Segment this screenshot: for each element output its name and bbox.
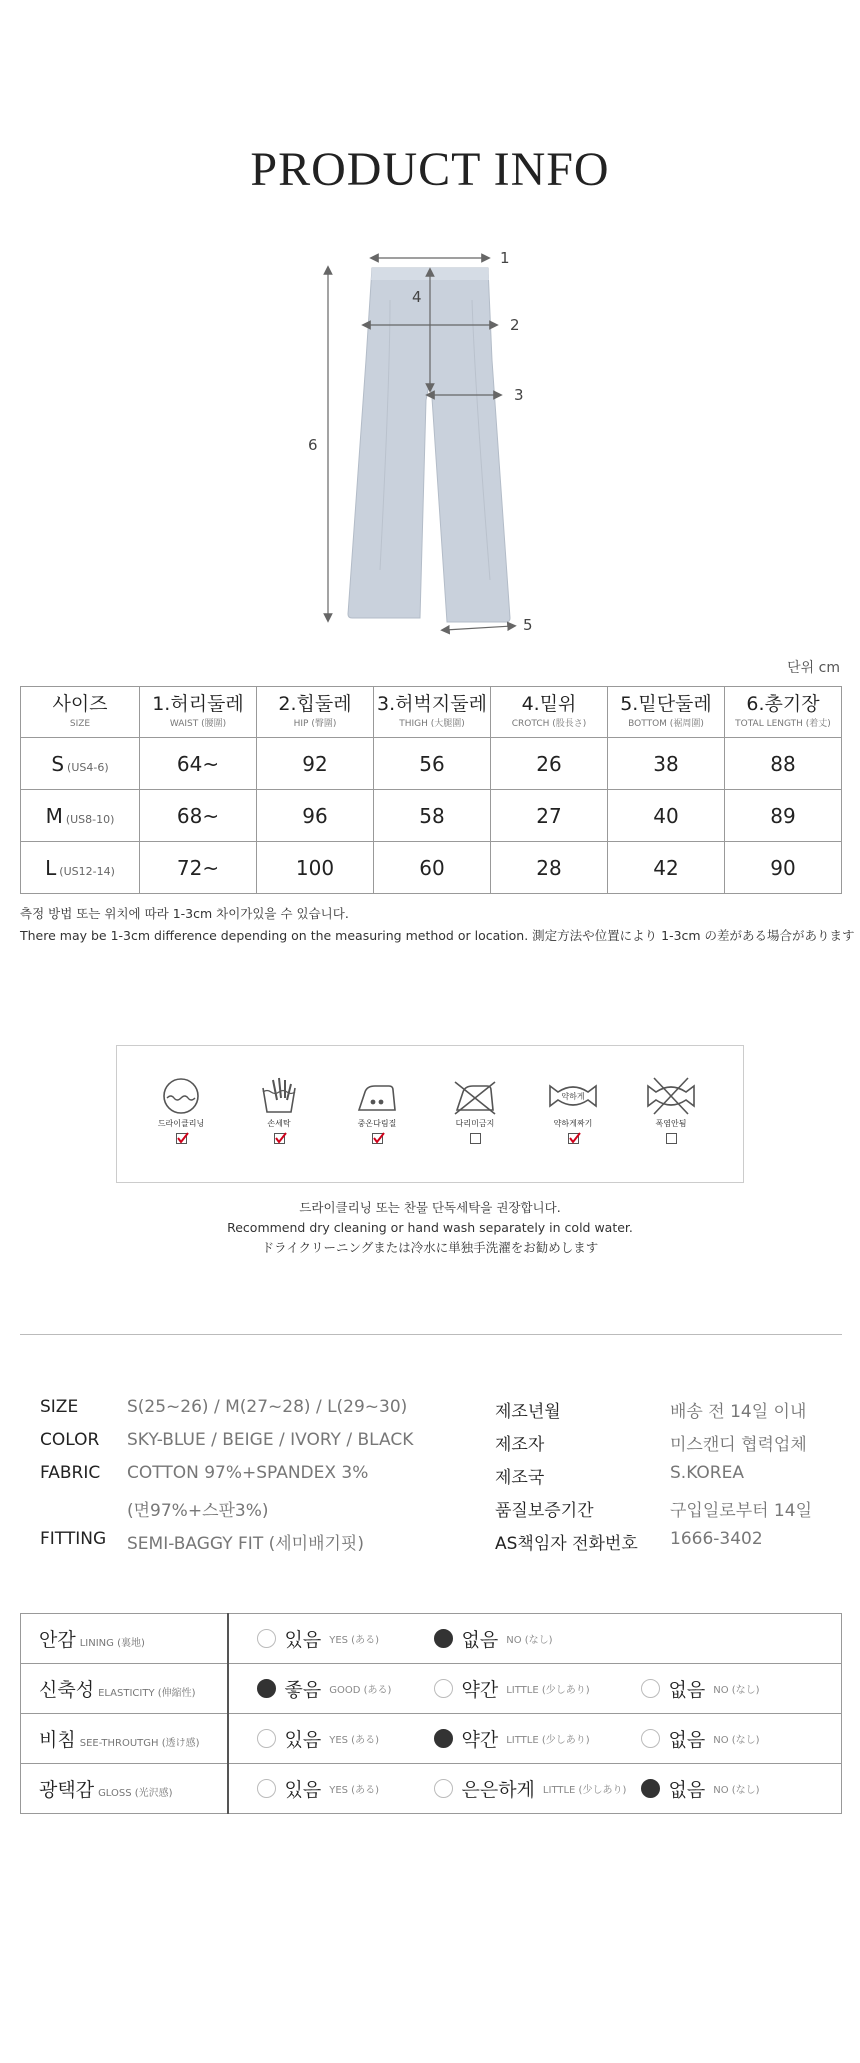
table-cell: 42 xyxy=(608,842,725,894)
section-divider xyxy=(20,1334,842,1335)
measure-label-3: 3 xyxy=(514,386,524,404)
table-cell: 58 xyxy=(374,790,491,842)
attribute-row-elasticity xyxy=(21,1664,842,1714)
fabric-attribute-table xyxy=(20,1613,842,1814)
table-cell: 96 xyxy=(257,790,374,842)
care-label: 중온다림질 xyxy=(357,1119,397,1128)
page-title: PRODUCT INFO xyxy=(250,143,610,196)
table-cell: 38 xyxy=(608,738,725,790)
option-good: 좋음 GOOD (ある) xyxy=(257,1664,392,1713)
table-cell: 92 xyxy=(257,738,374,790)
option-little: 약간 LITTLE (少しあり) xyxy=(434,1664,590,1713)
table-cell: 60 xyxy=(374,842,491,894)
option-yes: 있음 YES (ある) xyxy=(257,1764,379,1813)
spec-value-fabric-ko: (면97%+스판3%) xyxy=(127,1501,269,1521)
option-yes: 있음 YES (ある) xyxy=(257,1614,379,1663)
option-little: 약간 LITTLE (少しあり) xyxy=(434,1714,590,1763)
table-cell: 72~ xyxy=(140,842,257,894)
care-checkbox-checked xyxy=(568,1133,579,1144)
radio-indicator-selected xyxy=(257,1679,276,1698)
gentle-wring-icon xyxy=(546,1076,600,1116)
table-cell: 90 xyxy=(725,842,842,894)
spec-value-manufacture-date: 배송 전 14일 이내 xyxy=(670,1402,807,1422)
unit-label: 단위 cm xyxy=(787,660,840,676)
care-text-jp: ドライクリーニングまたは冷水に単独手洗濯をお勧めします xyxy=(261,1240,599,1255)
option-no: 없음 NO (なし) xyxy=(434,1614,553,1663)
option-no: 없음 NO (なし) xyxy=(641,1664,760,1713)
spec-label-warranty: 품질보증기간 xyxy=(495,1501,594,1521)
size-cell: M (US8-10) xyxy=(21,790,140,842)
header-size: 사이즈 SIZE xyxy=(21,687,140,738)
measure-label-6: 6 xyxy=(308,436,318,454)
header-total-length: 6.총기장 TOTAL LENGTH (着丈) xyxy=(725,687,842,738)
attribute-options xyxy=(228,1664,842,1714)
size-table-header xyxy=(21,687,842,738)
table-cell: 40 xyxy=(608,790,725,842)
attribute-label: 안감 LINING (裏地) xyxy=(21,1614,228,1664)
care-label: 드라이클리닝 xyxy=(157,1119,205,1128)
spec-label-as-phone: AS책임자 전화번호 xyxy=(495,1534,638,1554)
table-cell: 68~ xyxy=(140,790,257,842)
care-item-gentle-wring xyxy=(538,1076,608,1148)
radio-indicator xyxy=(641,1679,660,1698)
spec-value-size: S(25~26) / M(27~28) / L(29~30) xyxy=(127,1397,408,1417)
table-cell: 100 xyxy=(257,842,374,894)
pants-diagram xyxy=(280,240,580,640)
spec-value-manufacturer: 미스캔디 협력업체 xyxy=(670,1435,807,1455)
care-label: 약하게짜기 xyxy=(553,1119,593,1128)
care-instructions-box xyxy=(116,1045,744,1183)
measure-label-4: 4 xyxy=(412,288,422,306)
radio-indicator xyxy=(434,1679,453,1698)
table-cell: 27 xyxy=(491,790,608,842)
care-checkbox-checked xyxy=(372,1133,383,1144)
care-text-ko: 드라이클리닝 또는 찬물 단독세탁을 권장합니다. xyxy=(299,1200,561,1215)
table-cell: 89 xyxy=(725,790,842,842)
table-row xyxy=(21,738,842,790)
attribute-label: 비침 SEE-THROUTGH (透け感) xyxy=(21,1714,228,1764)
measure-label-2: 2 xyxy=(510,316,520,334)
radio-indicator xyxy=(434,1779,453,1798)
attribute-options xyxy=(228,1764,842,1814)
attribute-options xyxy=(228,1614,842,1664)
spec-label-fabric: FABRIC xyxy=(40,1463,101,1483)
no-wring-icon xyxy=(644,1076,698,1116)
radio-indicator-selected xyxy=(641,1779,660,1798)
table-cell: 26 xyxy=(491,738,608,790)
option-no: 없음 NO (なし) xyxy=(641,1714,760,1763)
spec-value-country: S.KOREA xyxy=(670,1463,744,1483)
attribute-label: 신축성 ELASTICITY (伸縮性) xyxy=(21,1664,228,1714)
radio-indicator xyxy=(257,1629,276,1648)
header-bottom: 5.밑단둘레 BOTTOM (裾周圍) xyxy=(608,687,725,738)
care-recommendation xyxy=(0,1198,860,1258)
spec-value-as-phone: 1666-3402 xyxy=(670,1529,763,1549)
spec-label-color: COLOR xyxy=(40,1430,100,1450)
attribute-row-lining xyxy=(21,1614,842,1664)
care-item-no-iron xyxy=(440,1076,510,1148)
radio-indicator xyxy=(641,1729,660,1748)
table-row xyxy=(21,842,842,894)
spec-label-fitting: FITTING xyxy=(40,1529,107,1549)
table-row xyxy=(21,790,842,842)
spec-label-country: 제조국 xyxy=(495,1468,545,1488)
table-cell: 56 xyxy=(374,738,491,790)
care-label: 다리미금지 xyxy=(455,1119,495,1128)
header-crotch: 4.밑위 CROTCH (股長さ) xyxy=(491,687,608,738)
care-text-en: Recommend dry cleaning or hand wash separately in cold water. xyxy=(227,1220,633,1235)
care-label: 손세탁 xyxy=(267,1119,291,1128)
care-item-iron-medium xyxy=(342,1076,412,1148)
care-item-dry-clean xyxy=(146,1076,216,1148)
no-iron-icon xyxy=(453,1076,497,1116)
measure-label-1: 1 xyxy=(500,249,510,267)
care-checkbox-checked xyxy=(176,1133,187,1144)
hand-wash-icon xyxy=(257,1076,301,1116)
header-waist: 1.허리둘레 WAIST (腰圍) xyxy=(140,687,257,738)
option-no: 없음 NO (なし) xyxy=(641,1764,760,1813)
attribute-label: 광택감 GLOSS (光沢感) xyxy=(21,1764,228,1814)
size-cell: L (US12-14) xyxy=(21,842,140,894)
spec-label-manufacturer: 제조자 xyxy=(495,1435,545,1455)
iron-medium-icon xyxy=(355,1076,399,1116)
measurement-note-en: There may be 1-3cm difference depending on the measuring method or location. 測定方法や位置により 1-3cm の差がある場合があります xyxy=(20,928,855,943)
spec-value-fitting: SEMI-BAGGY FIT (세미배기핏) xyxy=(127,1534,364,1554)
measure-line-bottom xyxy=(445,626,512,630)
spec-value-warranty: 구입일로부터 14일 xyxy=(670,1501,812,1521)
radio-indicator-selected xyxy=(434,1729,453,1748)
care-item-hand-wash xyxy=(244,1076,314,1148)
measure-label-5: 5 xyxy=(523,616,533,634)
size-cell: S (US4-6) xyxy=(21,738,140,790)
care-checkbox-unchecked xyxy=(470,1133,481,1144)
spec-value-fabric: COTTON 97%+SPANDEX 3% xyxy=(127,1463,369,1483)
attribute-row-see-through xyxy=(21,1714,842,1764)
header-hip: 2.힙둘레 HIP (臀圍) xyxy=(257,687,374,738)
dry-clean-icon xyxy=(159,1076,203,1116)
spec-label-size: SIZE xyxy=(40,1397,79,1417)
radio-indicator xyxy=(257,1729,276,1748)
radio-indicator-selected xyxy=(434,1629,453,1648)
care-checkbox-unchecked xyxy=(666,1133,677,1144)
radio-indicator xyxy=(257,1779,276,1798)
care-checkbox-checked xyxy=(274,1133,285,1144)
measurement-note-ko: 측정 방법 또는 위치에 따라 1-3cm 차이가있을 수 있습니다. xyxy=(20,906,349,921)
spec-label-manufacture-date: 제조년월 xyxy=(495,1402,561,1422)
care-label: 폭염안됨 xyxy=(655,1119,687,1128)
attribute-options xyxy=(228,1714,842,1764)
spec-value-color: SKY-BLUE / BEIGE / IVORY / BLACK xyxy=(127,1430,414,1450)
gentle-wring-badge: 약하게 xyxy=(561,1092,585,1101)
table-cell: 88 xyxy=(725,738,842,790)
table-cell: 28 xyxy=(491,842,608,894)
option-yes: 있음 YES (ある) xyxy=(257,1714,379,1763)
option-subtle: 은은하게 LITTLE (少しあり) xyxy=(434,1764,627,1813)
attribute-row-gloss xyxy=(21,1764,842,1814)
table-cell: 64~ xyxy=(140,738,257,790)
header-thigh: 3.허벅지둘레 THIGH (大腿圍) xyxy=(374,687,491,738)
care-item-no-wring xyxy=(636,1076,706,1148)
pants-illustration xyxy=(348,268,510,622)
size-table xyxy=(20,686,842,894)
